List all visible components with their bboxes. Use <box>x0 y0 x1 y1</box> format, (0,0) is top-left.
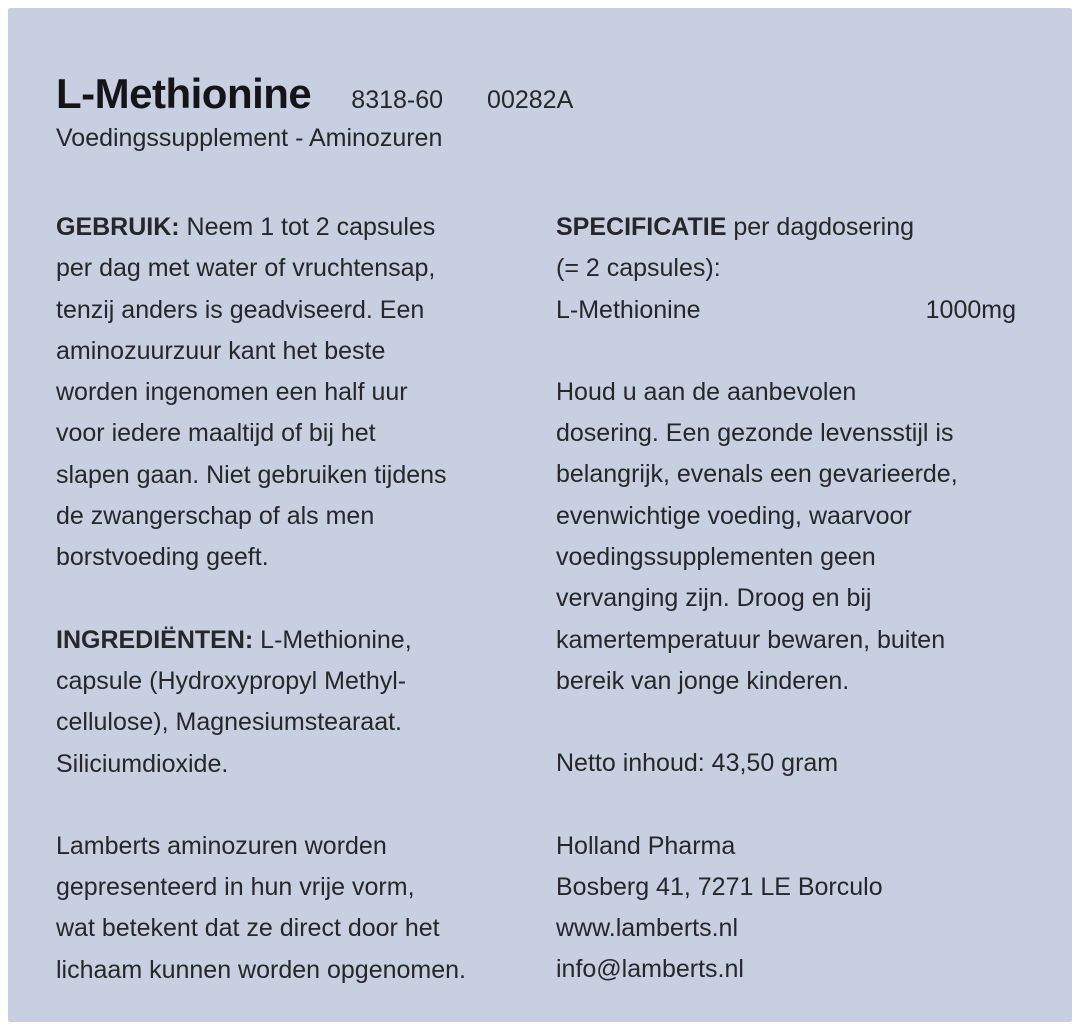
usage-line: per dag met water of vruchtensap, <box>56 254 436 283</box>
spacer <box>556 331 1026 372</box>
net-content-text: Netto inhoud: 43,50 gram <box>556 749 839 778</box>
note-line: Lamberts aminozuren worden <box>56 831 387 860</box>
product-subtitle: Voedingssupplement - Aminozuren <box>56 124 443 152</box>
ingredients-text: L-Methionine, <box>253 625 412 654</box>
usage-line: borstvoeding geeft. <box>56 543 269 572</box>
usage-line <box>56 207 536 248</box>
usage-line: tenzij anders is geadviseerd. Een <box>56 295 425 324</box>
specification-label: SPECIFICATIE <box>556 213 727 241</box>
specification-line: (= 2 capsules): <box>556 254 721 283</box>
ingredients-label: INGREDIËNTEN: <box>56 625 254 654</box>
label-content <box>56 70 1046 984</box>
spacer <box>56 785 536 826</box>
usage-label: GEBRUIK: <box>56 213 180 241</box>
usage-line: worden ingenomen een half uur <box>56 378 408 407</box>
free-form-note <box>56 826 536 991</box>
right-column <box>556 207 1026 991</box>
company-name: Holland Pharma <box>556 831 736 860</box>
usage-line: voor iedere maaltijd of bij het <box>56 419 376 448</box>
advice-line: Houd u aan de aanbevolen <box>556 377 857 406</box>
specification-section <box>556 207 1026 331</box>
company-address: Bosberg 41, 7271 LE Borculo <box>556 872 883 901</box>
advice-line: voedingssupplementen geen <box>556 543 876 572</box>
specification-label-rest: per dagdosering <box>726 213 915 241</box>
usage-line: aminozuurzuur kant het beste <box>56 336 386 365</box>
ingredients-line: capsule (Hydroxypropyl Methyl- <box>56 666 407 695</box>
advice-line: bereik van jonge kinderen. <box>556 666 850 695</box>
usage-section <box>56 207 536 579</box>
spec-ingredient-amount: 1000mg <box>925 295 1016 324</box>
ingredients-section <box>56 620 536 785</box>
product-name: L-Methionine <box>56 70 312 117</box>
note-line: gepresenteerd in hun vrije vorm, <box>56 873 415 902</box>
spacer <box>56 579 536 620</box>
advice-line: belangrijk, evenals een gevarieerde, <box>556 460 958 489</box>
net-content <box>556 743 1026 784</box>
label-panel <box>8 8 1072 1022</box>
note-line: lichaam kunnen worden opgenomen. <box>56 955 466 984</box>
advice-section <box>556 372 1026 702</box>
advice-line: kamertemperatuur bewaren, buiten <box>556 625 946 654</box>
title-row <box>56 70 1046 118</box>
ingredients-line: cellulose), Magnesiumstearaat. <box>56 708 402 737</box>
spacer <box>556 785 1026 826</box>
advice-line: dosering. Een gezonde levensstijl is <box>556 419 954 448</box>
note-line: wat betekent dat ze direct door het <box>56 914 440 943</box>
advice-line: vervanging zijn. Droog en bij <box>556 584 872 613</box>
company-website: www.lamberts.nl <box>556 914 738 943</box>
spec-ingredient-name: L-Methionine <box>556 295 701 324</box>
company-email: info@lamberts.nl <box>556 955 744 984</box>
ingredients-line: Siliciumdioxide. <box>56 749 229 778</box>
product-code: 8318-60 <box>351 86 444 114</box>
usage-line: de zwangerschap of als men <box>56 502 375 531</box>
usage-line: slapen gaan. Niet gebruiken tijdens <box>56 460 447 489</box>
advice-line: evenwichtige voeding, waarvoor <box>556 501 912 530</box>
specification-row <box>556 290 1016 331</box>
batch-code: 00282A <box>487 86 574 114</box>
specification-line <box>556 207 1026 248</box>
ingredients-line <box>56 620 536 661</box>
left-column <box>56 207 536 991</box>
company-info <box>556 826 1026 991</box>
usage-text: Neem 1 tot 2 capsules <box>179 213 436 241</box>
spacer <box>556 702 1026 743</box>
